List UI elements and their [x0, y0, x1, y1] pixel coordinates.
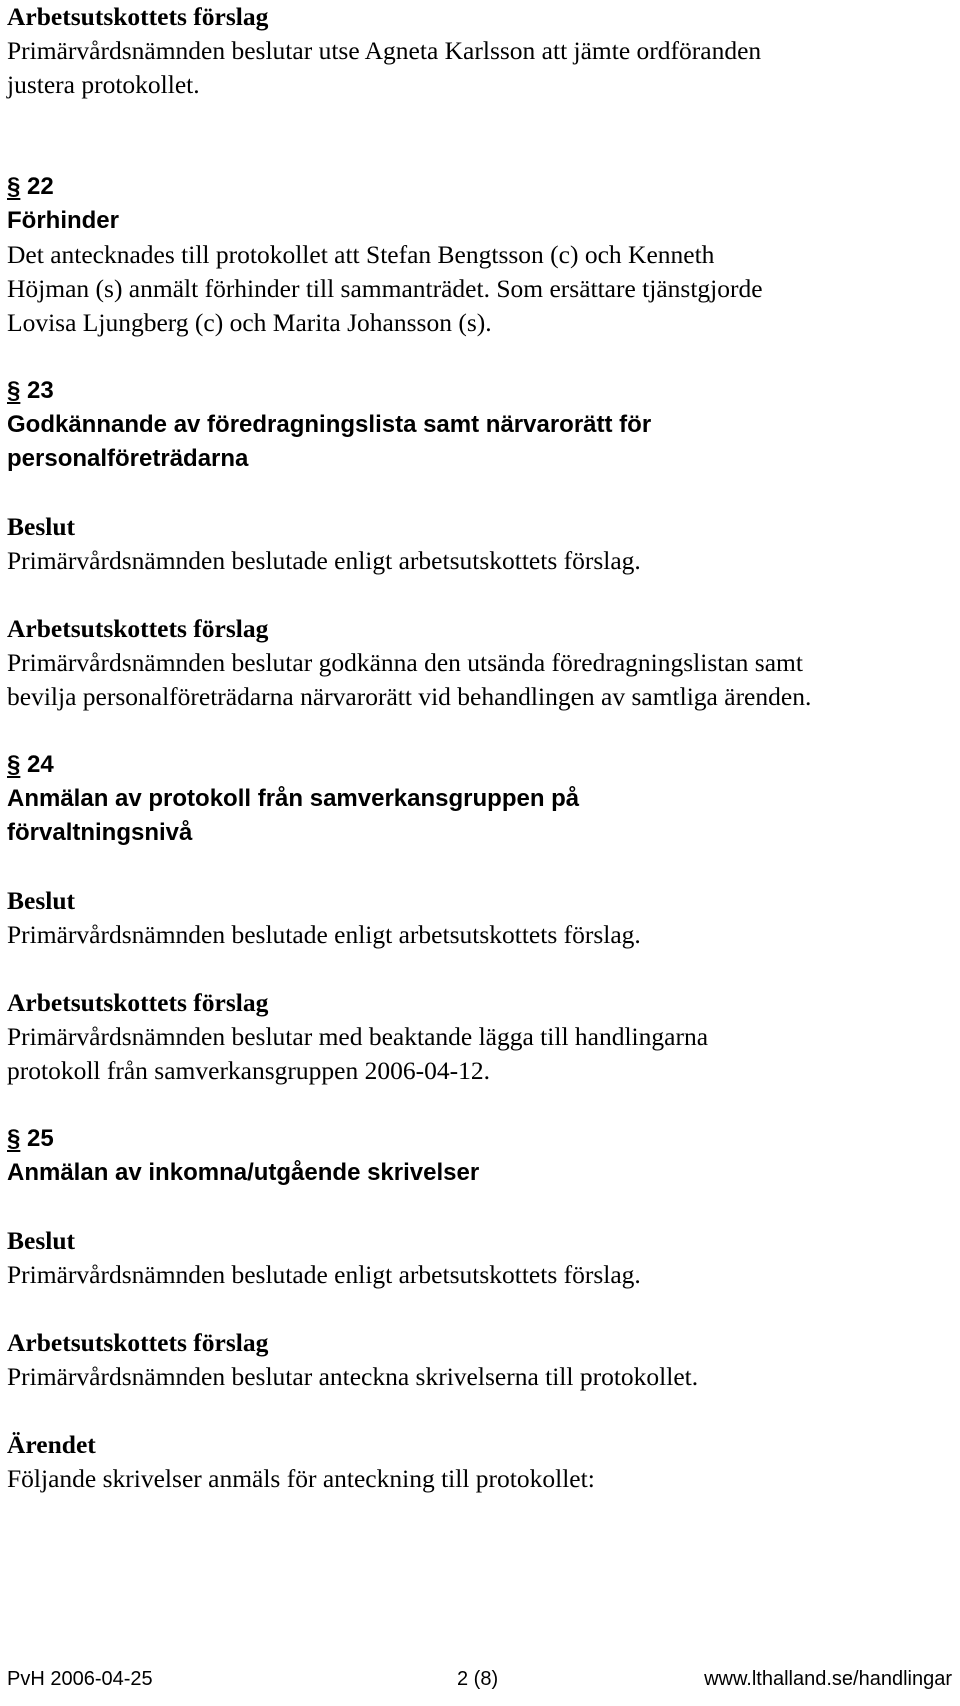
forslag-line: protokoll från samverkansgruppen 2006-04-12. — [7, 1056, 490, 1085]
section-title: förvaltningsnivå — [7, 819, 193, 846]
section-body-line: Höjman (s) anmält förhinder till sammanträdet. Som ersättare tjänstgjorde — [7, 274, 763, 303]
section-number-value: 22 — [27, 173, 54, 200]
beslut-heading: Beslut — [7, 886, 76, 915]
section-number — [7, 748, 952, 782]
intro-line: justera protokollet. — [7, 70, 200, 99]
paragraph-sign: § — [7, 377, 21, 404]
forslag-line: Primärvårdsnämnden beslutar godkänna den utsända föredragningslistan samt — [7, 648, 803, 677]
forslag-heading: Arbetsutskottets förslag — [7, 614, 269, 643]
paragraph-sign: § — [7, 751, 21, 778]
footer-date: PvH 2006-04-25 — [7, 1668, 153, 1690]
beslut-text: Primärvårdsnämnden beslutade enligt arbetsutskottets förslag. — [7, 920, 641, 949]
section-title: personalföreträdarna — [7, 445, 249, 472]
section-25 — [7, 1122, 952, 1496]
section-number-value: 24 — [27, 751, 54, 778]
beslut-heading: Beslut — [7, 512, 76, 541]
forslag-heading: Arbetsutskottets förslag — [7, 988, 269, 1017]
section-24 — [7, 748, 952, 1088]
forslag-line: Primärvårdsnämnden beslutar anteckna skrivelserna till protokollet. — [7, 1362, 699, 1391]
intro-heading: Arbetsutskottets förslag — [7, 2, 269, 31]
section-title: Godkännande av föredragningslista samt närvarorätt för — [7, 411, 652, 438]
document-page — [7, 0, 952, 1496]
arendet-heading: Ärendet — [7, 1430, 96, 1459]
section-23 — [7, 374, 952, 714]
beslut-text: Primärvårdsnämnden beslutade enligt arbetsutskottets förslag. — [7, 1260, 641, 1289]
footer-url: www.lthalland.se/handlingar — [704, 1668, 952, 1690]
section-22 — [7, 170, 952, 340]
section-number — [7, 1122, 952, 1156]
paragraph-sign: § — [7, 173, 21, 200]
forslag-line: Primärvårdsnämnden beslutar med beaktande lägga till handlingarna — [7, 1022, 709, 1051]
beslut-heading: Beslut — [7, 1226, 76, 1255]
section-number-value: 23 — [27, 377, 54, 404]
section-number-value: 25 — [27, 1125, 54, 1152]
arendet-text: Följande skrivelser anmäls för anteckning till protokollet: — [7, 1464, 595, 1493]
section-number — [7, 170, 952, 204]
paragraph-sign: § — [7, 1125, 21, 1152]
section-body-line: Det antecknades till protokollet att Stefan Bengtsson (c) och Kenneth — [7, 240, 715, 269]
section-title: Anmälan av inkomna/utgående skrivelser — [7, 1159, 480, 1186]
section-body-line: Lovisa Ljungberg (c) och Marita Johansson (s). — [7, 308, 492, 337]
section-title: Förhinder — [7, 207, 119, 234]
forslag-heading: Arbetsutskottets förslag — [7, 1328, 269, 1357]
page-footer — [7, 1668, 952, 1698]
footer-page-number: 2 (8) — [457, 1668, 499, 1690]
forslag-line: bevilja personalföreträdarna närvarorätt vid behandlingen av samtliga ärenden. — [7, 682, 812, 711]
beslut-text: Primärvårdsnämnden beslutade enligt arbetsutskottets förslag. — [7, 546, 641, 575]
section-title: Anmälan av protokoll från samverkansgruppen på — [7, 785, 580, 812]
section-number — [7, 374, 952, 408]
intro-line: Primärvårdsnämnden beslutar utse Agneta Karlsson att jämte ordföranden — [7, 36, 762, 65]
